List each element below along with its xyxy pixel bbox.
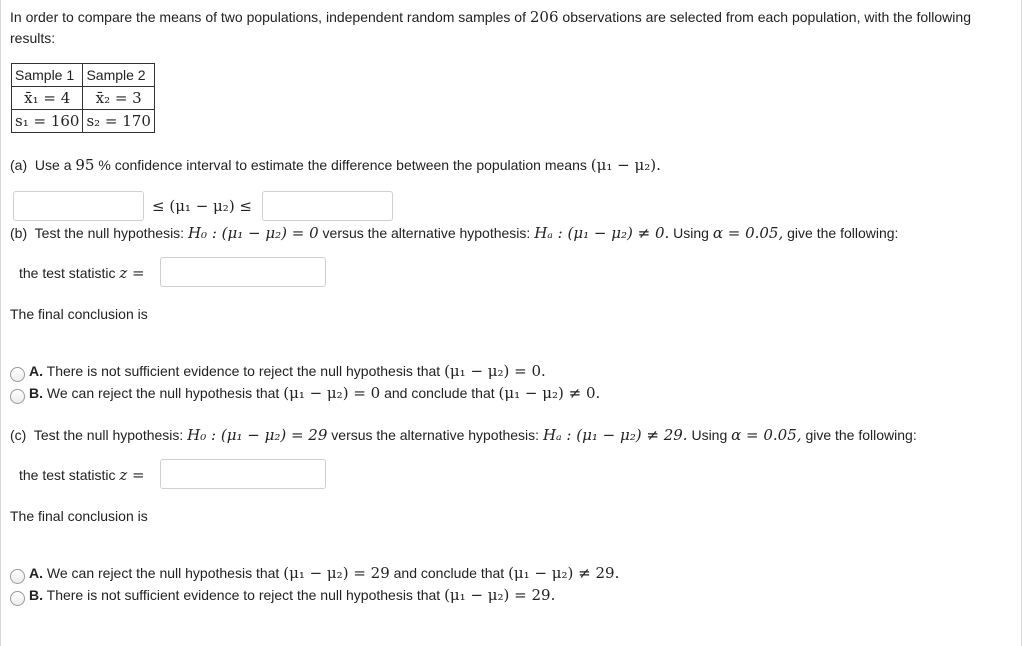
part-c-text2: versus the alternative hypothesis:	[331, 427, 540, 443]
part-b-option-a-radio[interactable]	[10, 367, 25, 382]
sample-table	[11, 63, 155, 133]
part-c-label: (c)	[10, 427, 27, 443]
part-c-text4: give the following:	[805, 427, 917, 443]
part-b-stat-symbol: z =	[119, 264, 145, 282]
sd-sample-2: s₂ = 170	[86, 112, 151, 130]
part-b-test-statistic-input[interactable]	[160, 257, 326, 287]
option-math: (μ₁ − μ₂) = 29	[283, 564, 390, 582]
part-b-alpha: α = 0.05,	[712, 224, 784, 242]
option-letter: B.	[29, 385, 43, 401]
part-c-alt-hypothesis: Hₐ : (μ₁ − μ₂) ≠ 29.	[542, 426, 688, 444]
part-c-option-a[interactable]	[29, 564, 619, 582]
part-a-text-before: Use a	[34, 157, 72, 173]
part-b-conclusion-label: The final conclusion is	[10, 306, 148, 322]
confidence-level: 95	[75, 156, 95, 174]
sd-sample-1: s₁ = 160	[15, 112, 80, 130]
part-a-label: (a)	[10, 157, 28, 173]
option-text: We can reject the null hypothesis that	[46, 565, 280, 581]
intro-text-after: observations are selected from each population, with the following results:	[10, 9, 971, 46]
part-c-text3: Using	[691, 427, 728, 443]
part-c-option-b[interactable]	[29, 586, 555, 604]
table-header-row	[12, 64, 155, 87]
part-c-test-statistic-input[interactable]	[160, 459, 326, 489]
ci-lower-input[interactable]	[13, 191, 144, 221]
option-text: We can reject the null hypothesis that	[46, 385, 280, 401]
option-math-2: (μ₁ − μ₂) ≠ 29.	[508, 564, 620, 582]
part-c-stat-symbol: z =	[119, 466, 145, 484]
part-c-prompt	[10, 426, 917, 444]
intro-text-before: In order to compare the means of two populations, independent random samples of	[10, 9, 526, 25]
table-row-sd	[12, 110, 155, 133]
part-c-stat-text: the test statistic	[19, 467, 116, 483]
ci-middle-expression: ≤ (μ₁ − μ₂) ≤	[152, 197, 253, 215]
option-letter: A.	[29, 565, 43, 581]
option-text-2: and conclude that	[393, 565, 505, 581]
part-a-text-after: % confidence interval to estimate the difference between the population means	[98, 157, 587, 173]
part-b-option-a[interactable]	[29, 362, 546, 380]
option-text-2: and conclude that	[384, 385, 495, 401]
part-b-prompt	[10, 224, 898, 242]
sample-size: 206	[529, 8, 559, 26]
part-b-text4: give the following:	[787, 225, 899, 241]
mean-sample-1: x̄₁ = 4	[24, 89, 71, 107]
part-b-null-hypothesis: H₀ : (μ₁ − μ₂) = 0	[187, 224, 319, 242]
part-c-alpha: α = 0.05,	[731, 426, 802, 444]
option-letter: A.	[29, 363, 43, 379]
part-c-text1: Test the null hypothesis:	[33, 427, 184, 443]
part-b-text2: versus the alternative hypothesis:	[322, 225, 531, 241]
option-text: There is not sufficient evidence to reject the null hypothesis that	[46, 363, 441, 379]
option-letter: B.	[29, 587, 43, 603]
part-b-text1: Test the null hypothesis:	[34, 225, 185, 241]
table-row-means	[12, 87, 155, 110]
header-sample-1: Sample 1	[12, 64, 83, 87]
part-b-text3: Using	[673, 225, 709, 241]
part-b-option-b-radio[interactable]	[10, 389, 25, 404]
option-text: There is not sufficient evidence to reject the null hypothesis that	[46, 587, 441, 603]
part-c-option-b-radio[interactable]	[10, 591, 25, 606]
part-c-option-a-radio[interactable]	[10, 569, 25, 584]
option-math: (μ₁ − μ₂) = 29.	[444, 586, 556, 604]
part-c-conclusion-label: The final conclusion is	[10, 508, 148, 524]
mean-sample-2: x̄₂ = 3	[95, 89, 142, 107]
option-math: (μ₁ − μ₂) = 0.	[444, 362, 546, 380]
part-b-stat-label	[19, 264, 145, 282]
part-c-stat-label	[19, 466, 145, 484]
part-b-label: (b)	[10, 225, 28, 241]
part-a-expression: (μ₁ − μ₂).	[590, 156, 661, 174]
header-sample-2: Sample 2	[83, 64, 154, 87]
part-c-null-hypothesis: H₀ : (μ₁ − μ₂) = 29	[187, 426, 328, 444]
ci-upper-input[interactable]	[262, 191, 393, 221]
intro-text	[10, 7, 1000, 49]
part-a-prompt	[10, 156, 661, 174]
part-b-alt-hypothesis: Hₐ : (μ₁ − μ₂) ≠ 0.	[534, 224, 670, 242]
part-b-option-b[interactable]	[29, 384, 600, 402]
part-b-stat-text: the test statistic	[19, 265, 116, 281]
option-math-2: (μ₁ − μ₂) ≠ 0.	[498, 384, 601, 402]
option-math: (μ₁ − μ₂) = 0	[283, 384, 381, 402]
